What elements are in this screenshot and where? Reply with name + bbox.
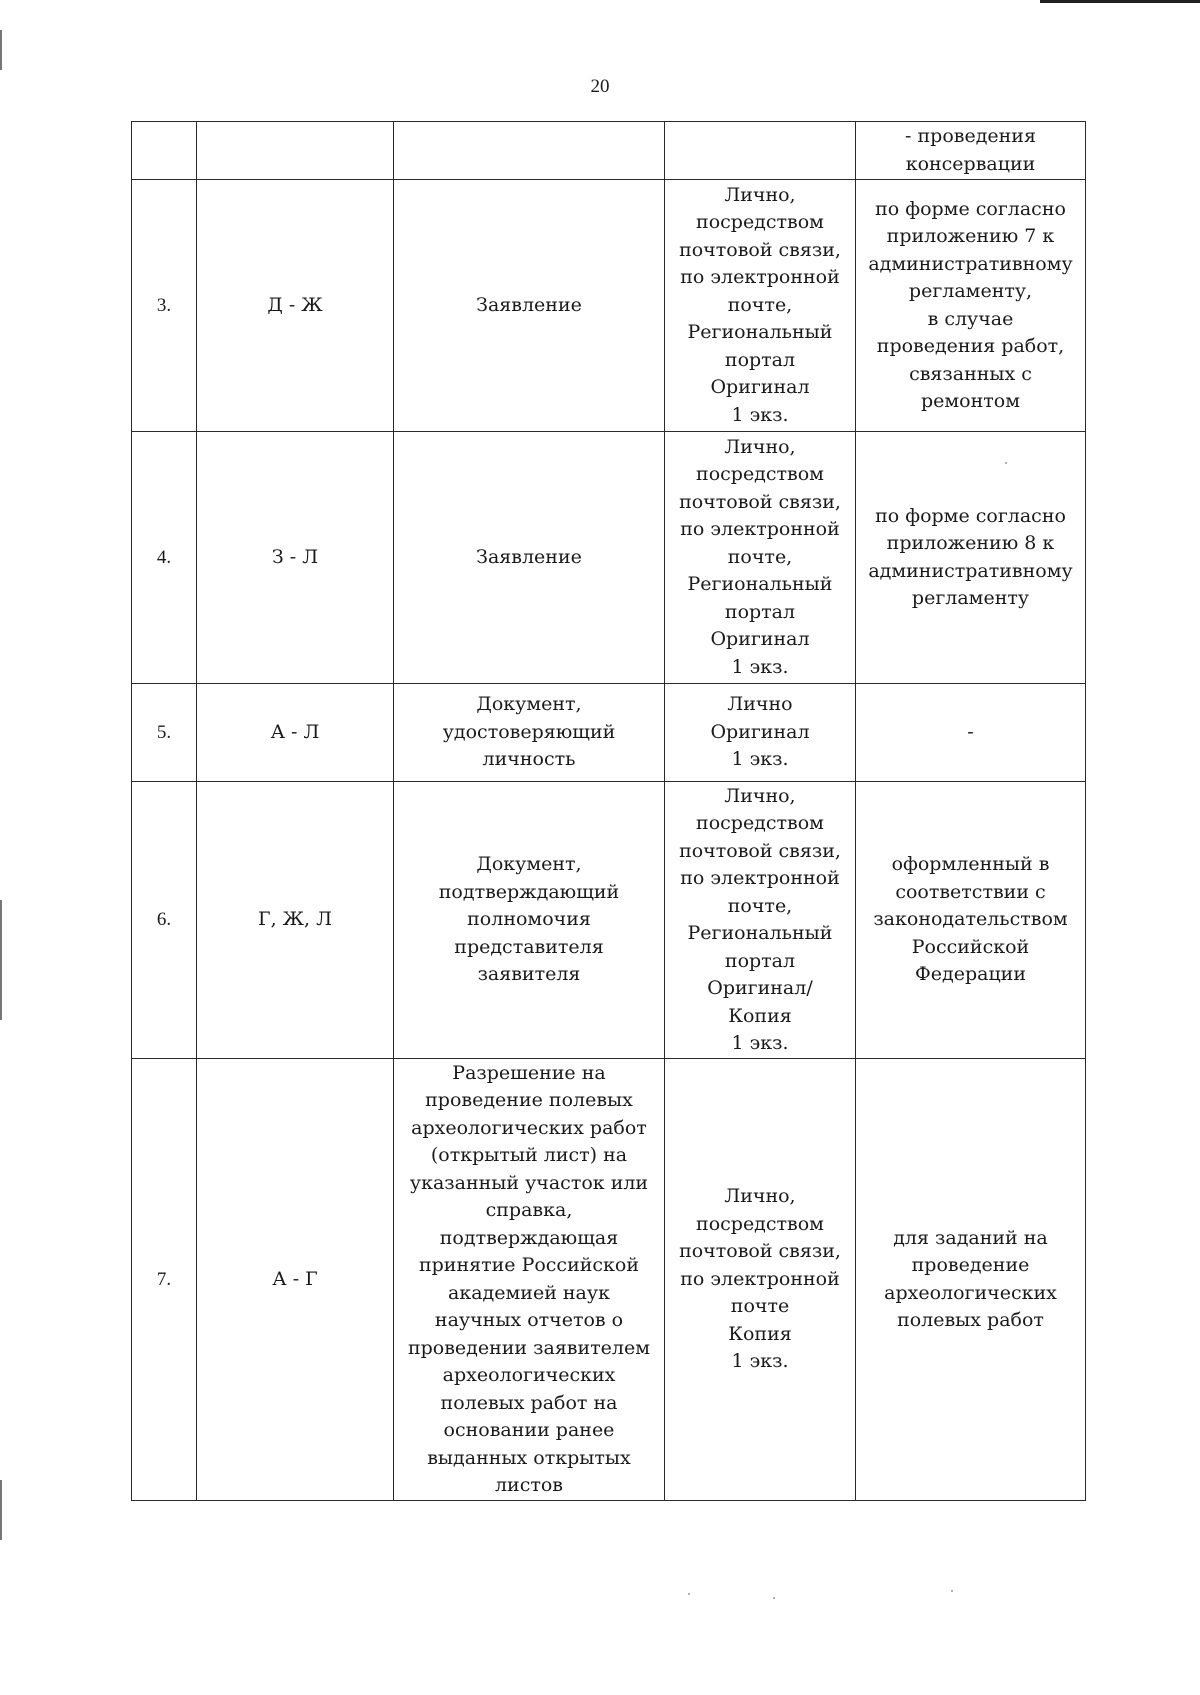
note-cell: - — [856, 684, 1086, 782]
document-name-cell: Заявление — [394, 180, 665, 432]
row-number-cell — [132, 122, 197, 180]
applicant-group-cell: А - Л — [197, 684, 394, 782]
document-name-cell: Разрешение на проведение полевых археологических работ (открытый лист) на указанный участок или справка, подтверждающая принятие Российской академией наук научных отчетов о проведении заявителем археологических полевых работ на основании ранее выданных открытых листов — [394, 1059, 665, 1501]
table-row — [132, 684, 1086, 782]
note-cell: по форме согласно приложению 8 к административному регламенту — [856, 432, 1086, 684]
note-cell: оформленный в соответствии с законодательством Российской Федерации — [856, 782, 1086, 1059]
note-cell: - проведения консервации — [856, 122, 1086, 180]
note-cell: по форме согласно приложению 7 к административному регламенту, в случае проведения работ, связанных с ремонтом — [856, 180, 1086, 432]
requirements-table — [131, 121, 1086, 1501]
document-name-cell: Заявление — [394, 432, 665, 684]
applicant-group-cell: Г, Ж, Л — [197, 782, 394, 1059]
applicant-group-cell: Д - Ж — [197, 180, 394, 432]
submission-method-cell: Лично, посредством почтовой связи, по электронной почте Копия 1 экз. — [665, 1059, 856, 1501]
scan-speck — [951, 1590, 953, 1592]
scan-edge-mark — [0, 900, 2, 1020]
submission-method-cell: Лично, посредством почтовой связи, по электронной почте, Региональный портал Оригинал 1 экз. — [665, 432, 856, 684]
scan-speck — [688, 1593, 690, 1595]
table-row — [132, 180, 1086, 432]
row-number-cell: 4. — [132, 432, 197, 684]
table-row — [132, 1059, 1086, 1501]
applicant-group-cell — [197, 122, 394, 180]
table-row — [132, 432, 1086, 684]
scan-speck — [1005, 462, 1007, 464]
scan-edge-mark — [0, 1480, 2, 1540]
note-cell: для заданий на проведение археологических полевых работ — [856, 1059, 1086, 1501]
submission-method-cell: Лично Оригинал 1 экз. — [665, 684, 856, 782]
scan-speck — [773, 1597, 775, 1599]
submission-method-cell: Лично, посредством почтовой связи, по электронной почте, Региональный портал Оригинал/ Копия 1 экз. — [665, 782, 856, 1059]
scan-edge-mark — [1040, 0, 1200, 3]
document-name-cell: Документ, удостоверяющий личность — [394, 684, 665, 782]
scan-edge-mark — [0, 30, 2, 70]
applicant-group-cell: З - Л — [197, 432, 394, 684]
table-row — [132, 782, 1086, 1059]
document-name-cell: Документ, подтверждающий полномочия представителя заявителя — [394, 782, 665, 1059]
table-row — [132, 122, 1086, 180]
document-name-cell — [394, 122, 665, 180]
row-number-cell: 3. — [132, 180, 197, 432]
page-number: 20 — [590, 76, 610, 97]
submission-method-cell: Лично, посредством почтовой связи, по электронной почте, Региональный портал Оригинал 1 экз. — [665, 180, 856, 432]
submission-method-cell — [665, 122, 856, 180]
row-number-cell: 5. — [132, 684, 197, 782]
applicant-group-cell: А - Г — [197, 1059, 394, 1501]
row-number-cell: 7. — [132, 1059, 197, 1501]
row-number-cell: 6. — [132, 782, 197, 1059]
